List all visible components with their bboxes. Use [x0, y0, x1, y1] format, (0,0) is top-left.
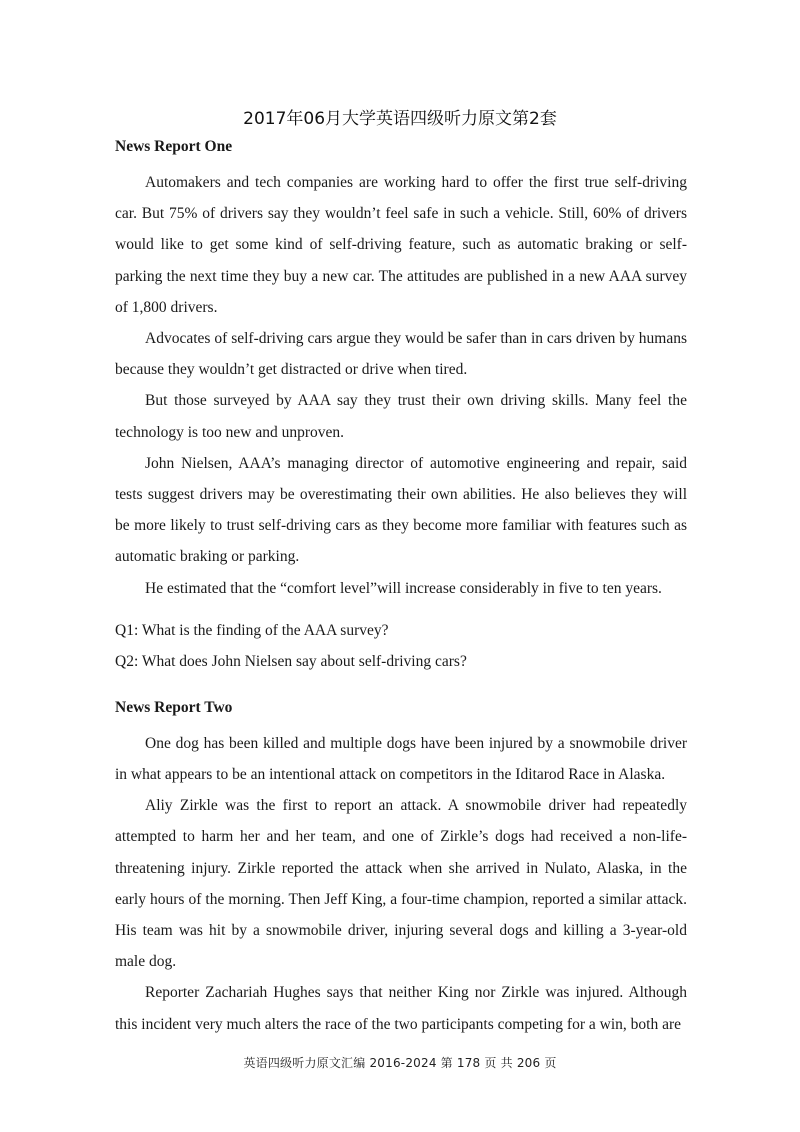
- paragraph: He estimated that the “comfort level”will increase considerably in five to ten years.: [145, 579, 662, 597]
- paragraph: Aliy Zirkle was the first to report an attack. A snowmobile driver had repeatedly attempted to harm her and her team, and one of Zirkle’s dogs had received a non-life-threatening injury. Zirkle reported the attack when she arrived in Nulato, Alaska, in the early hours of the morning. Then Jeff King, a four-time champion, reported a similar attack. His team was hit by a snowmobile driver, injuring several dogs and killing a 3-year-old male dog.: [115, 797, 687, 971]
- paragraph: Automakers and tech companies are working hard to offer the first true self-driving car. But 75% of drivers say they wouldn’t feel safe in such a vehicle. Still, 60% of drivers would like to get some kind of self-driving feature, such as automatic braking or self-parking the next time they buy a new car. The attitudes are published in a new AAA survey of 1,800 drivers.: [115, 174, 687, 316]
- page-footer: 英语四级听力原文汇编 2016-2024 第 178 页 共 206 页: [243, 1056, 557, 1070]
- section-heading: News Report Two: [115, 698, 233, 716]
- paragraph: Reporter Zachariah Hughes says that neither King nor Zirkle was injured. Although this incident very much alters the race of the two participants competing for a win, both are: [115, 984, 687, 1033]
- page-title: 2017年06月大学英语四级听力原文第2套: [243, 109, 557, 129]
- question: Q2: What does John Nielsen say about self-driving cars?: [115, 652, 467, 670]
- section-heading: News Report One: [115, 138, 233, 155]
- section-news-report-two: [115, 697, 687, 1040]
- section-news-report-one: [115, 136, 687, 677]
- paragraph: Advocates of self-driving cars argue they would be safer than in cars driven by humans because they wouldn’t get distracted or drive when tired.: [115, 330, 687, 379]
- paragraph: One dog has been killed and multiple dogs have been injured by a snowmobile driver in what appears to be an intentional attack on competitors in the Iditarod Race in Alaska.: [115, 734, 687, 784]
- paragraph: John Nielsen, AAA’s managing director of automotive engineering and repair, said tests suggest drivers may be overestimating their own abilities. He also believes they will be more likely to trust self-driving cars as they become more familiar with features such as automatic braking or parking.: [115, 454, 687, 566]
- paragraph: But those surveyed by AAA say they trust their own driving skills. Many feel the technology is too new and unproven.: [115, 392, 687, 441]
- question: Q1: What is the finding of the AAA survey?: [115, 621, 389, 639]
- document-body: [115, 136, 687, 1040]
